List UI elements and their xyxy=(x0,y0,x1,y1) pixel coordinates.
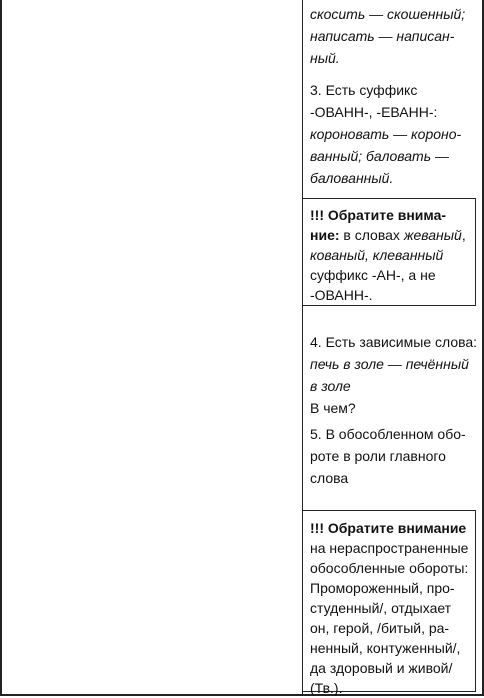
note-2-line: обособленные обороты: xyxy=(310,560,469,576)
note-1-line xyxy=(310,205,469,225)
note-2-line: ненный, контуженный/, xyxy=(310,640,461,656)
note-1-text: в словах xyxy=(339,227,404,243)
rule-4-block xyxy=(310,332,478,418)
note-2-line: да здоровый и живой/ xyxy=(310,660,453,676)
note-1-italic-word: жеваный xyxy=(403,227,462,243)
note-2-bold-heading: !!! Обратите внимание xyxy=(310,520,467,536)
rule-4-question: В чем? xyxy=(310,400,356,416)
rule-4-example: в золе xyxy=(310,378,351,394)
note-2-line: Промороженный, про- xyxy=(310,580,455,596)
rule-3-example: балованный. xyxy=(310,170,394,186)
rule-3-example: ванный; баловать — xyxy=(310,148,449,164)
attention-note-box-2 xyxy=(302,510,476,696)
note-1-line: -ОВАНН-. xyxy=(310,287,373,303)
rule-5-text: роте в роли главного xyxy=(310,448,446,464)
rule-5-block xyxy=(310,424,478,488)
note-1-text: , xyxy=(461,227,466,243)
top-example-block xyxy=(310,4,478,68)
page-border-left xyxy=(0,0,2,696)
note-2-line: он, герой, /битый, ра- xyxy=(310,620,450,636)
rule-5-text: 5. В обособленном обо- xyxy=(310,426,466,442)
note-1-line xyxy=(310,225,469,245)
note-2-line: (Тв.). xyxy=(310,680,343,696)
note-1-italic-words: кованый, клеванный xyxy=(310,247,444,263)
note-2-line: на нераспространенные xyxy=(310,540,469,556)
rule-3-block xyxy=(310,80,478,188)
rule-4-heading: 4. Есть зависимые слова: xyxy=(310,334,478,350)
rule-5-text: слова xyxy=(310,470,349,486)
top-example-line: скосить — скошенный; xyxy=(310,6,466,22)
rule-4-example: печь в золе — печённый xyxy=(310,356,469,372)
attention-note-box xyxy=(302,198,476,306)
note-1-line: суффикс -АН-, а не xyxy=(310,267,436,283)
top-example-line: написать — написан- xyxy=(310,28,455,44)
note-1-bold-heading-end: ние: xyxy=(310,227,340,243)
note-1-bold-heading: !!! Обратите внима- xyxy=(310,207,447,223)
note-2-line: студенный/, отдыхает xyxy=(310,600,452,616)
rule-3-heading: 3. Есть суффикс xyxy=(310,82,418,98)
top-example-line: ный. xyxy=(310,50,340,66)
rule-3-suffixes: -ОВАНН-, -ЕВАНН-: xyxy=(310,104,438,120)
rule-3-example: короновать — короно- xyxy=(310,126,462,142)
